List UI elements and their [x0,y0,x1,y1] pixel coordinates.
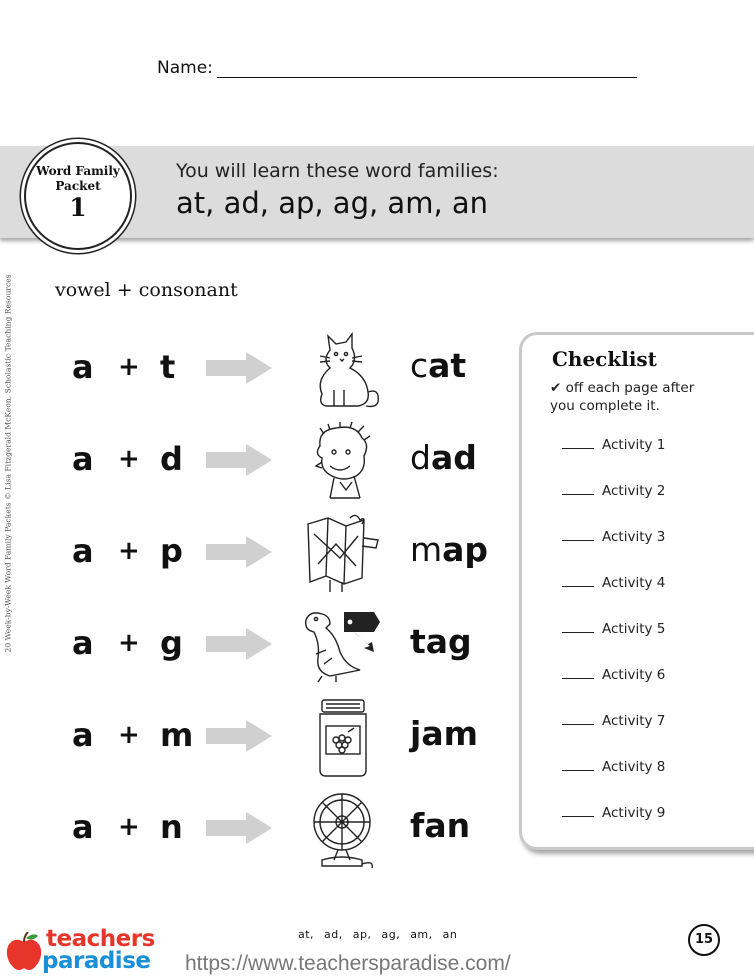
vowel-letter: a [72,808,94,846]
arrow-right-icon [206,536,272,568]
word-rime: ag [425,622,472,661]
checklist-item[interactable] [562,529,665,545]
page-number: 15 [688,924,720,956]
checklist-item[interactable] [562,483,665,499]
plus-sign: + [118,812,140,842]
plus-sign: + [118,720,140,750]
check-blank[interactable] [562,586,594,587]
word-onset: c [410,346,429,385]
checklist-item[interactable] [562,621,665,637]
arrow-right-icon [206,628,272,660]
arrow-right-icon [206,444,272,476]
word-onset: j [410,714,422,753]
banner-families: at, ad, ap, ag, am, an [176,186,489,220]
website-url[interactable]: https://www.teachersparadise.com/ [185,952,511,975]
plus-sign: + [118,536,140,566]
badge-line1: Word Family [36,164,120,178]
checklist-item[interactable] [562,759,665,775]
packet-badge [24,142,132,250]
target-word [410,622,472,661]
word-rime: ap [442,530,489,569]
word-rime: am [421,714,478,753]
arrow-right-icon [206,812,272,844]
fan-icon [300,790,386,870]
word-row [0,522,500,582]
tag-icon [300,606,386,686]
checklist-item-label: Activity 1 [602,437,666,453]
checklist-instruction: ✔ off each page after you complete it. [550,380,695,414]
jam-icon [300,698,386,778]
checklist-item[interactable] [562,713,665,729]
checklist-item-label: Activity 9 [602,805,666,821]
vowel-letter: a [72,532,94,570]
word-rime: ad [430,438,477,477]
check-blank[interactable] [562,678,594,679]
apple-icon [4,932,44,972]
word-row [0,798,500,858]
target-word [410,714,478,753]
word-onset: d [410,438,431,477]
word-row [0,614,500,674]
vowel-letter: a [72,348,94,386]
check-blank[interactable] [562,816,594,817]
dad-icon [300,422,386,502]
checklist-title: Checklist [552,347,657,371]
checklist-item[interactable] [562,667,665,683]
name-blank-line[interactable] [217,61,637,78]
checklist-item-label: Activity 7 [602,713,666,729]
vowel-letter: a [72,440,94,478]
badge-line2: Packet [55,179,101,193]
word-onset: f [410,806,425,845]
consonant-letter: t [160,348,176,386]
check-blank[interactable] [562,632,594,633]
logo-line2: paradise [42,948,151,974]
checklist-item[interactable] [562,805,665,821]
logo-line1: teachers [46,926,155,952]
checklist-item-label: Activity 2 [602,483,666,499]
banner-intro: You will learn these word families: [176,160,499,182]
word-rime: at [428,346,467,385]
word-rime: an [424,806,471,845]
word-row [0,430,500,490]
plus-sign: + [118,444,140,474]
checklist-item[interactable] [562,437,665,453]
arrow-right-icon [206,352,272,384]
target-word [410,530,488,569]
word-row [0,706,500,766]
badge-number: 1 [69,193,87,222]
map-icon [300,514,386,594]
checklist-item-label: Activity 5 [602,621,666,637]
check-blank[interactable] [562,724,594,725]
name-label: Name: [157,58,213,78]
vowel-letter: a [72,624,94,662]
checklist-item-label: Activity 4 [602,575,666,591]
teachers-paradise-logo[interactable] [4,924,154,976]
consonant-letter: g [160,624,183,662]
consonant-letter: m [160,716,194,754]
word-onset: t [410,622,426,661]
section-subtitle: vowel + consonant [55,279,238,301]
target-word [410,438,477,477]
checklist-item-label: Activity 8 [602,759,666,775]
consonant-letter: d [160,440,183,478]
plus-sign: + [118,628,140,658]
name-field-row [157,58,637,78]
cat-icon [300,330,386,410]
consonant-letter: p [160,532,183,570]
check-blank[interactable] [562,540,594,541]
footer-families: at, ad, ap, ag, am, an [298,928,458,941]
check-blank[interactable] [562,448,594,449]
vowel-letter: a [72,716,94,754]
consonant-letter: n [160,808,183,846]
word-onset: m [410,530,443,569]
word-row [0,338,500,398]
plus-sign: + [118,352,140,382]
copyright-credit: 20 Week-by-Week Word Family Packets © Lisa Fitzgerald McKeon, Scholastic Teaching Resources [3,274,13,653]
target-word [410,806,470,845]
arrow-right-icon [206,720,272,752]
checklist-panel [519,332,754,850]
check-blank[interactable] [562,770,594,771]
checklist-item[interactable] [562,575,665,591]
checklist-item-label: Activity 3 [602,529,666,545]
checklist-item-label: Activity 6 [602,667,666,683]
check-blank[interactable] [562,494,594,495]
target-word [410,346,466,385]
